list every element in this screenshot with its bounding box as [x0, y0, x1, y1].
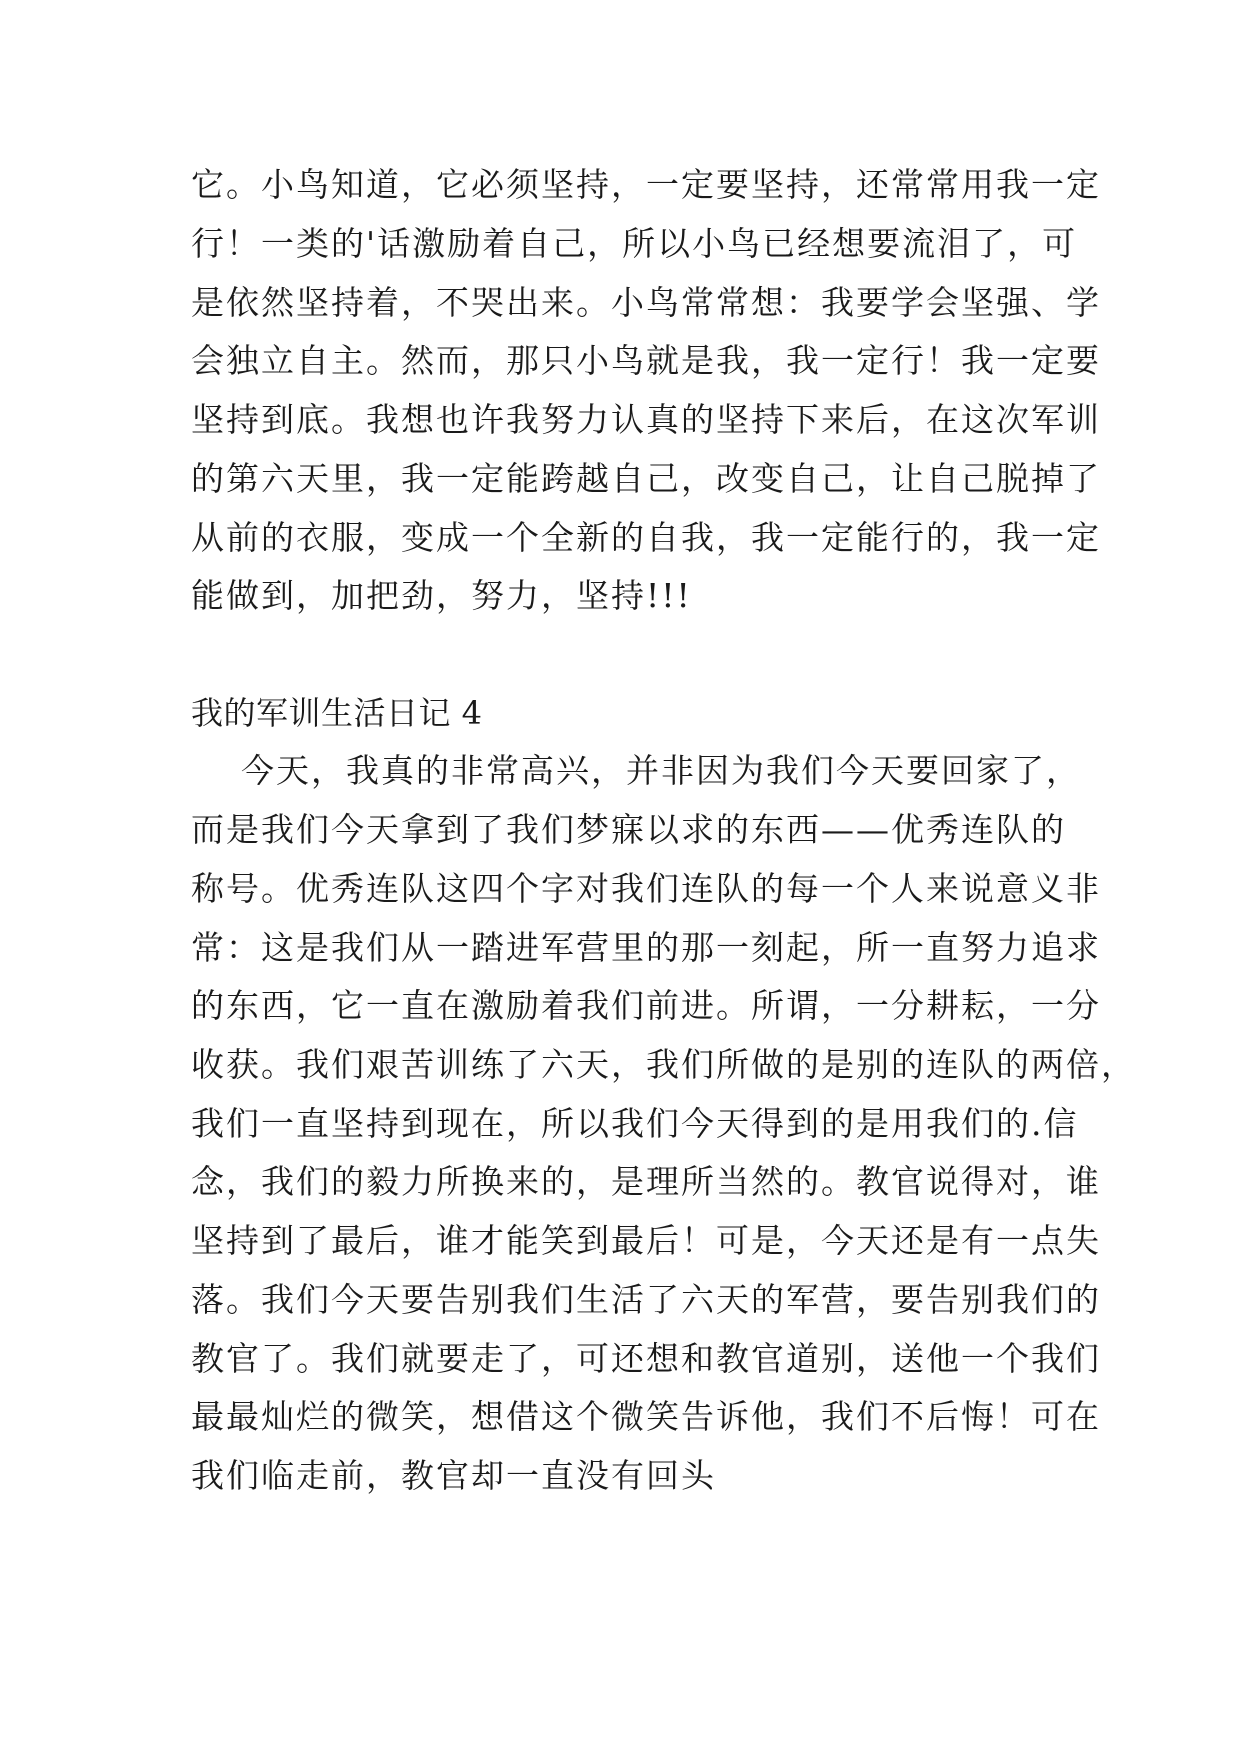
text-line: 而是我们今天拿到了我们梦寐以求的东西——优秀连队的 — [191, 810, 1066, 849]
text-line: 会独立自主。然而，那只小鸟就是我，我一定行！我一定要 — [191, 341, 1101, 380]
text-line: 它。小鸟知道，它必须坚持，一定要坚持，还常常用我一定 — [191, 165, 1101, 204]
text-line: 坚持到了最后，谁才能笑到最后！可是，今天还是有一点失 — [191, 1221, 1101, 1260]
text-line: 的东西，它一直在激励着我们前进。所谓，一分耕耘，一分 — [191, 986, 1101, 1025]
text-line: 坚持到底。我想也许我努力认真的坚持下来后，在这次军训 — [191, 400, 1101, 439]
text-line: 最最灿烂的微笑，想借这个微笑告诉他，我们不后悔！可在 — [191, 1397, 1101, 1436]
text-line: 我们临走前，教官却一直没有回头 — [191, 1456, 716, 1495]
text-line: 从前的衣服，变成一个全新的自我，我一定能行的，我一定 — [191, 518, 1101, 557]
text-line: 收获。我们艰苦训练了六天，我们所做的是别的连队的两倍， — [191, 1045, 1136, 1084]
section-heading: 我的军训生活日记 4 — [191, 694, 483, 732]
text-line: 念，我们的毅力所换来的，是理所当然的。教官说得对，谁 — [191, 1162, 1101, 1201]
text-line: 行！一类的'话激励着自己，所以小鸟已经想要流泪了，可 — [191, 224, 1078, 263]
text-line: 称号。优秀连队这四个字对我们连队的每一个人来说意义非 — [191, 869, 1101, 908]
text-line: 教官了。我们就要走了，可还想和教官道别，送他一个我们 — [191, 1339, 1101, 1378]
text-line: 常：这是我们从一踏进军营里的那一刻起，所一直努力追求 — [191, 928, 1101, 967]
text-line: 的第六天里，我一定能跨越自己，改变自己，让自己脱掉了 — [191, 459, 1101, 498]
text-line: 落。我们今天要告别我们生活了六天的军营，要告别我们的 — [191, 1280, 1101, 1319]
text-line: 我们一直坚持到现在，所以我们今天得到的是用我们的.信 — [191, 1104, 1079, 1143]
text-line: 能做到，加把劲，努力，坚持!!! — [191, 576, 692, 615]
text-line: 是依然坚持着，不哭出来。小鸟常常想：我要学会坚强、学 — [191, 283, 1101, 322]
text-line: 今天，我真的非常高兴，并非因为我们今天要回家了， — [191, 751, 1081, 790]
